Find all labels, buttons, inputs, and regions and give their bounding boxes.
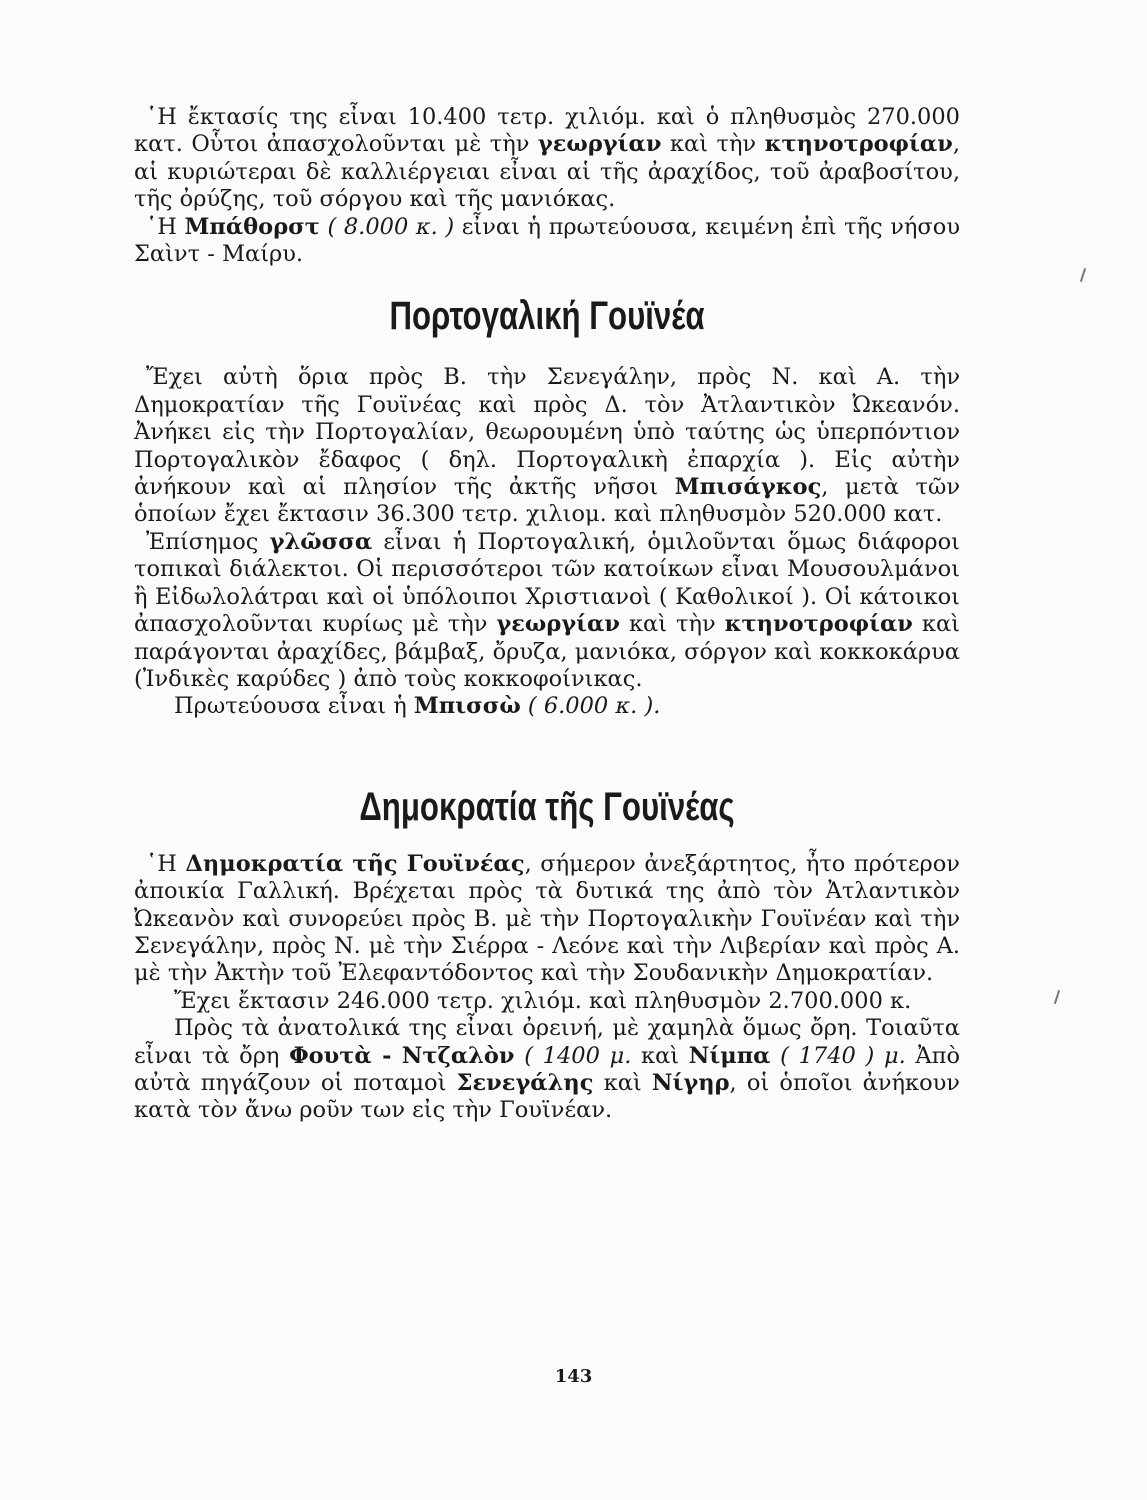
term-bissau: Μπισσὼ [413, 693, 521, 720]
term-language: γλῶσσα [269, 528, 373, 555]
term-niger-river: Νίγηρ [651, 1069, 730, 1096]
page-number: 143 [554, 1366, 593, 1387]
term-nimba: Νίμπα [688, 1042, 771, 1069]
term-fouta-djallon: Φουτὰ - Ντζαλὸν [289, 1042, 515, 1069]
term-senegal-river: Σενεγάλης [456, 1069, 594, 1096]
paragraph-portuguese-guinea-borders: Ἔχει αὐτὴ ὅρια πρὸς Β. τὴν Σενεγάλην, πρὸς Ν. καὶ Α. τὴν Δημοκρατίαν τῆς Γουϊνέας καὶ πρὸς Δ. τὸν Ἀτλαντικὸν Ὠκεανόν. Ἀνήκει εἰς τὴν Πορτογαλίαν, θεωρουμένη ὑπὸ ταύτης ὡς ὑπερπόντιον Πορτογαλικὸν ἔδαφος ( δηλ. Πορτογαλικὴ ἐπαρχία ). Εἰς αὐτὴν ἀνήκουν καὶ αἱ πλησίον τῆς ἀκτῆς νῆσοι Μπισάγκος, μετὰ τῶν ὁποίων ἔχει ἔκτασιν 36.300 τετρ. χιλιομ. καὶ πληθυσμὸν 520.000 κατ. [134, 364, 960, 528]
paragraph-capital-bissau: Πρωτεύουσα εἶναι ἡ Μπισσὼ ( 6.000 κ. ). [174, 693, 661, 720]
term-agriculture: γεωργίαν [537, 131, 662, 158]
heading-portuguese-guinea: Πορτογαλική Γουϊνέα [389, 294, 705, 339]
paragraph-language-religion: Ἐπίσημος γλῶσσα εἶναι ἡ Πορτογαλική, ὁμιλοῦνται ὅμως διάφοροι τοπικαὶ διάλεκτοι. Οἱ περισσότεροι τῶν κατοίκων εἶναι Μουσουλμάνοι ἢ Εἰδωλολάτραι καὶ οἱ ὑπόλοιποι Χριστιανοὶ ( Καθολικοί ). Οἱ κάτοικοι ἀπασχολοῦνται κυρίως μὲ τὴν γεωργίαν καὶ τὴν κτηνοτροφίαν καὶ παράγονται ἀραχίδες, βάμβαξ, ὄρυζα, μανιόκα, σόργον καὶ κοκκοκάρυα (Ἰνδικὲς καρύδες ) ἀπὸ τοὺς κοκκοφοίνικας. [134, 528, 960, 692]
scan-speck [1080, 268, 1086, 282]
term-bissagos: Μπισάγκος [674, 474, 822, 501]
term-livestock: κτηνοτροφίαν [764, 131, 953, 158]
term-livestock-2: κτηνοτροφίαν [724, 611, 913, 638]
term-agriculture-2: γεωργίαν [496, 611, 620, 638]
term-republic-of-guinea: Δημοκρατία τῆς Γουϊνέας [185, 850, 525, 877]
paragraph-area-population: ῾Η ἔκτασίς της εἶναι 10.400 τετρ. χιλιόμ. καὶ ὁ πληθυσμὸς 270.000 κατ. Οὗτοι ἀπασχολοῦνται μὲ τὴν γεωργίαν καὶ τὴν κτηνοτροφίαν, αἱ κυριώτεραι δὲ καλλιέργειαι εἶναι αἱ τῆς ἀραχίδος, τοῦ ἀραβοσίτου, τῆς ὀρύζης, τοῦ σόργου καὶ τῆς μανιόκας. [134, 104, 961, 213]
term-bathurst: Μπάθορστ [184, 213, 320, 240]
paragraph-republic-guinea-borders: ῾Η Δημοκρατία τῆς Γουϊνέας, σήμερον ἀνεξάρτητος, ἦτο πρότερον ἀποικία Γαλλική. Βρέχεται πρὸς τὰ δυτικά της ἀπὸ τὸν Ἀτλαντικὸν Ὠκεανὸν καὶ συνορεύει πρὸς Β. μὲ τὴν Πορτογαλικὴν Γουϊνέαν καὶ τὴν Σενεγάλην, πρὸς Ν. μὲ τὴν Σιέρρα - Λεόνε καὶ τὴν Λιβερίαν καὶ πρὸς Α. μὲ τὴν Ἀκτὴν τοῦ Ἐλεφαντόδοντος καὶ τὴν Σουδανικὴν Δημοκρατίαν. [134, 850, 960, 987]
paragraph-capital-bathurst: ῾Η Μπάθορστ ( 8.000 κ. ) εἶναι ἡ πρωτεύουσα, κειμένη ἐπὶ τῆς νήσου Σαὶντ - Μαίρυ. [134, 213, 960, 268]
heading-republic-of-guinea: Δημοκρατία τῆς Γουϊνέας [359, 784, 735, 829]
paragraph-republic-guinea-area: Ἔχει ἔκτασιν 246.000 τετρ. χιλιόμ. καὶ πληθυσμὸν 2.700.000 κ. [174, 987, 912, 1014]
scan-speck [1054, 990, 1060, 1004]
page-text-column [134, 104, 960, 1125]
paragraph-mountains-rivers: Πρὸς τὰ ἀνατολικά της εἶναι ὀρεινή, μὲ χαμηλὰ ὅμως ὄρη. Τοιαῦτα εἶναι τὰ ὄρη Φουτὰ - Ντζαλὸν ( 1400 μ. καὶ Νίμπα ( 1740 ) μ. Ἀπὸ αὐτὰ πηγάζουν οἱ ποταμοὶ Σενεγάλης καὶ Νίγηρ, οἱ ὁποῖοι ἀνήκουν κατὰ τὸν ἄνω ροῦν των εἰς τὴν Γουϊνέαν. [134, 1015, 960, 1124]
